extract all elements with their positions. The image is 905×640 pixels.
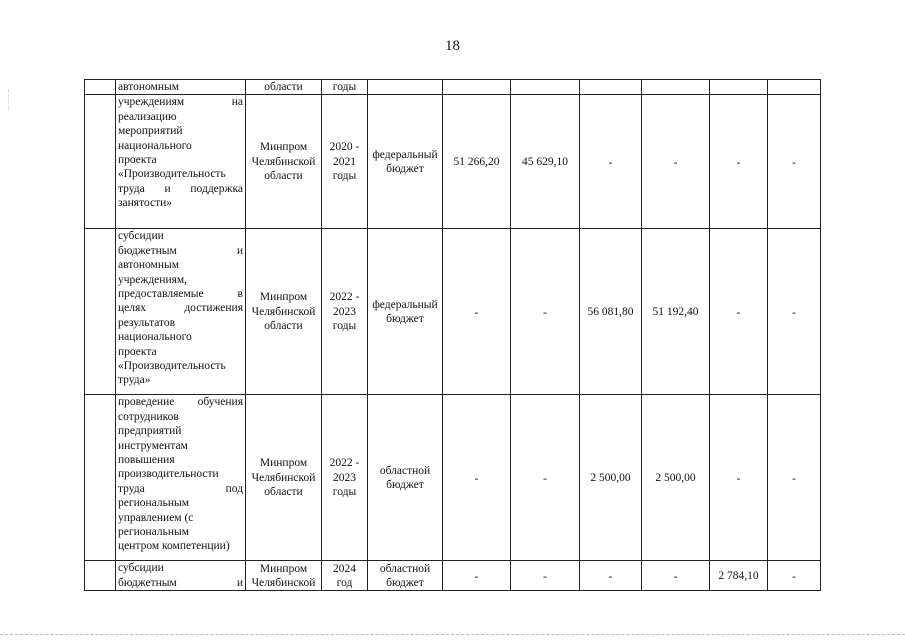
amount-cell: - [768, 395, 821, 561]
funding-source-cell: областной бюджет [368, 395, 443, 561]
amount-cell: - [443, 561, 511, 591]
amount-cell: 2 500,00 [642, 395, 710, 561]
amount-cell: - [642, 561, 710, 591]
amount-cell: - [580, 95, 642, 229]
period-cell: годы [322, 80, 368, 95]
amount-cell: 45 629,10 [511, 95, 580, 229]
empty-cell [768, 80, 821, 95]
empty-cell [580, 80, 642, 95]
empty-cell [710, 80, 768, 95]
executor-cell: Минпром Челябинской области [246, 95, 322, 229]
page-number: 18 [445, 38, 460, 54]
amount-cell: - [642, 95, 710, 229]
amount-cell: 56 081,80 [580, 229, 642, 395]
amount-cell: - [580, 561, 642, 591]
amount-cell: - [710, 229, 768, 395]
funding-source-cell: областной бюджет [368, 561, 443, 591]
empty-cell [443, 80, 511, 95]
amount-cell: - [768, 561, 821, 591]
empty-cell [368, 80, 443, 95]
amount-cell: - [443, 229, 511, 395]
amount-cell: - [710, 395, 768, 561]
amount-cell: - [511, 229, 580, 395]
executor-cell: Минпром Челябинской области [246, 229, 322, 395]
amount-cell: 2 784,10 [710, 561, 768, 591]
empty-cell [85, 80, 116, 95]
funding-source-cell: федеральный бюджет [368, 229, 443, 395]
table-row [85, 395, 821, 561]
period-cell: 2022 - 2023 годы [322, 229, 368, 395]
period-cell: 2022 - 2023 годы [322, 395, 368, 561]
period-cell: 2024 год [322, 561, 368, 591]
amount-cell: - [443, 395, 511, 561]
amount-cell: 2 500,00 [580, 395, 642, 561]
description-cell: учреждениям на реализацию мероприятий национального проекта «Производительность труда и поддержка занятости» [116, 95, 246, 229]
empty-cell [85, 95, 116, 229]
table-row [85, 229, 821, 395]
table-row [85, 561, 821, 591]
scan-edge-mark [8, 90, 10, 110]
amount-cell: - [511, 561, 580, 591]
empty-cell [642, 80, 710, 95]
amount-cell: - [768, 229, 821, 395]
budget-table [84, 79, 821, 591]
empty-cell [85, 229, 116, 395]
description-cell: автономным [116, 80, 246, 95]
description-cell: субсидии бюджетным и [116, 561, 246, 591]
description-cell: проведение обучения сотрудников предприятий инструментам повышения производительности труда под региональным управлением (с региональным центром компетенции) [116, 395, 246, 561]
amount-cell: - [768, 95, 821, 229]
period-cell: 2020 - 2021 годы [322, 95, 368, 229]
empty-cell [85, 395, 116, 561]
amount-cell: - [710, 95, 768, 229]
scan-edge-line [0, 634, 905, 636]
table-row [85, 95, 821, 229]
executor-cell: Минпром Челябинской области [246, 395, 322, 561]
amount-cell: 51 266,20 [443, 95, 511, 229]
amount-cell: - [511, 395, 580, 561]
empty-cell [511, 80, 580, 95]
table-header-row [85, 80, 821, 95]
empty-cell [85, 561, 116, 591]
executor-cell: Минпром Челябинской [246, 561, 322, 591]
description-cell: субсидии бюджетным и автономным учреждениям, предоставляемые в целях достижения результатов национального проекта «Производительность труда» [116, 229, 246, 395]
executor-cell: области [246, 80, 322, 95]
amount-cell: 51 192,40 [642, 229, 710, 395]
funding-source-cell: федеральный бюджет [368, 95, 443, 229]
